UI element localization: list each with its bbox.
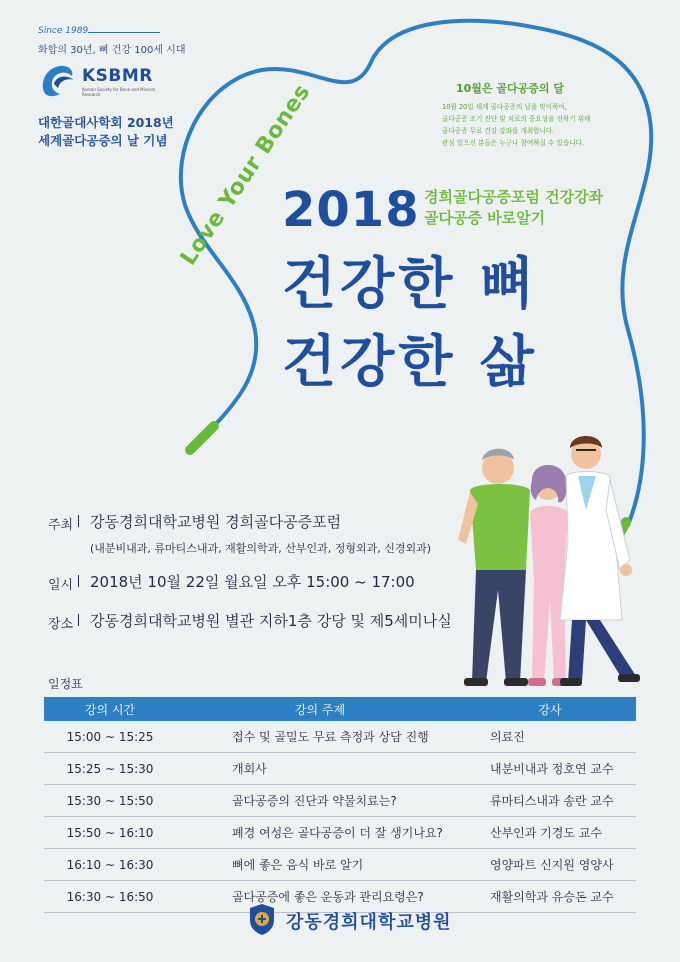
cell-topic: 골다공증에 좋은 운동과 관리요령은?: [176, 881, 464, 913]
logo-text: KSBMR: [82, 66, 153, 86]
divider: [78, 575, 79, 587]
ksbmr-logo-icon: [38, 62, 80, 100]
cell-topic: 개회사: [176, 753, 464, 785]
host-departments: (내분비내과, 류마티스내과, 재활의학과, 산부인과, 정형외과, 신경외과): [90, 542, 432, 555]
cell-time: 15:25 ~ 15:30: [44, 753, 176, 785]
title-sub-2: 골다공증 바로알기: [424, 209, 546, 227]
table-row: [44, 753, 636, 785]
cell-time: 16:30 ~ 16:50: [44, 881, 176, 913]
divider: [88, 32, 160, 33]
logo-subtext: Korean Society for Bone and Mineral Research: [82, 87, 155, 97]
info-title: 10월은 골다공증의 달: [456, 82, 564, 95]
place-value: 강동경희대학교병원 별관 지하1층 강당 및 제5세미나실: [90, 612, 452, 630]
host-label: 주최: [48, 518, 74, 533]
cell-speaker: 의료진: [464, 721, 636, 753]
column-header-topic: 강의 주제: [176, 697, 464, 721]
host-value: 강동경희대학교병원 경희골다공증포럼: [90, 513, 342, 531]
hospital-emblem-icon: [246, 902, 278, 936]
cell-topic: 폐경 여성은 골다공증이 더 잘 생기나요?: [176, 817, 464, 849]
cell-topic: 접수 및 골밀도 무료 측정과 상담 진행: [176, 721, 464, 753]
slogan: Love Your Bones: [176, 79, 316, 270]
people-illustration: [440, 420, 660, 700]
cell-speaker: 산부인과 기경도 교수: [464, 817, 636, 849]
cell-time: 15:00 ~ 15:25: [44, 721, 176, 753]
cell-speaker: 류마티스내과 송란 교수: [464, 785, 636, 817]
title-line-2: 건강한 삶: [282, 330, 538, 395]
divider: [78, 614, 79, 626]
table-row: [44, 849, 636, 881]
cell-speaker: 재활의학과 유승돈 교수: [464, 881, 636, 913]
schedule-title: 일정표: [48, 677, 83, 691]
title-year: 2018: [282, 182, 420, 238]
hospital-name: 강동경희대학교병원: [286, 912, 452, 933]
cell-topic: 뼈에 좋은 음식 바로 알기: [176, 849, 464, 881]
since-text: Since 1989: [38, 26, 89, 36]
cell-time: 15:30 ~ 15:50: [44, 785, 176, 817]
date-label: 일시: [48, 578, 74, 593]
info-line: 관심 있으신 분들은 누구나 참여하실 수 있습니다.: [442, 139, 585, 147]
cell-speaker: 영양파트 신지원 영양사: [464, 849, 636, 881]
divider: [78, 515, 79, 527]
table-row: [44, 817, 636, 849]
info-line: 골다공증 무료 건강 강좌를 개최합니다.: [442, 127, 555, 135]
column-header-speaker: 강사: [464, 697, 636, 721]
org-line-1: 대한골대사학회 2018년: [38, 115, 174, 130]
info-line: 10월 20일 세계 골다공증의 날을 맞이하여,: [442, 103, 567, 111]
place-label: 장소: [48, 617, 74, 632]
cell-time: 15:50 ~ 16:10: [44, 817, 176, 849]
tagline: 화합의 30년, 뼈 건강 100세 시대: [38, 45, 186, 56]
table-header-row: [44, 697, 636, 721]
table-row: [44, 785, 636, 817]
title-line-1: 건강한 뼈: [282, 252, 538, 317]
org-line-2: 세계골다공증의 날 기념: [38, 133, 168, 148]
date-value: 2018년 10월 22일 월요일 오후 15:00 ~ 17:00: [90, 573, 415, 591]
cell-time: 16:10 ~ 16:30: [44, 849, 176, 881]
title-sub-1: 경희골다공증포럼 건강강좌: [424, 188, 604, 206]
column-header-time: 강의 시간: [44, 697, 176, 721]
cell-speaker: 내분비내과 정호연 교수: [464, 753, 636, 785]
cell-topic: 골다공증의 진단과 약물치료는?: [176, 785, 464, 817]
table-row: [44, 721, 636, 753]
schedule-table: [44, 697, 636, 913]
info-line: 골다공증 조기 진단 및 치료의 중요성을 전하기 위해: [442, 115, 591, 123]
